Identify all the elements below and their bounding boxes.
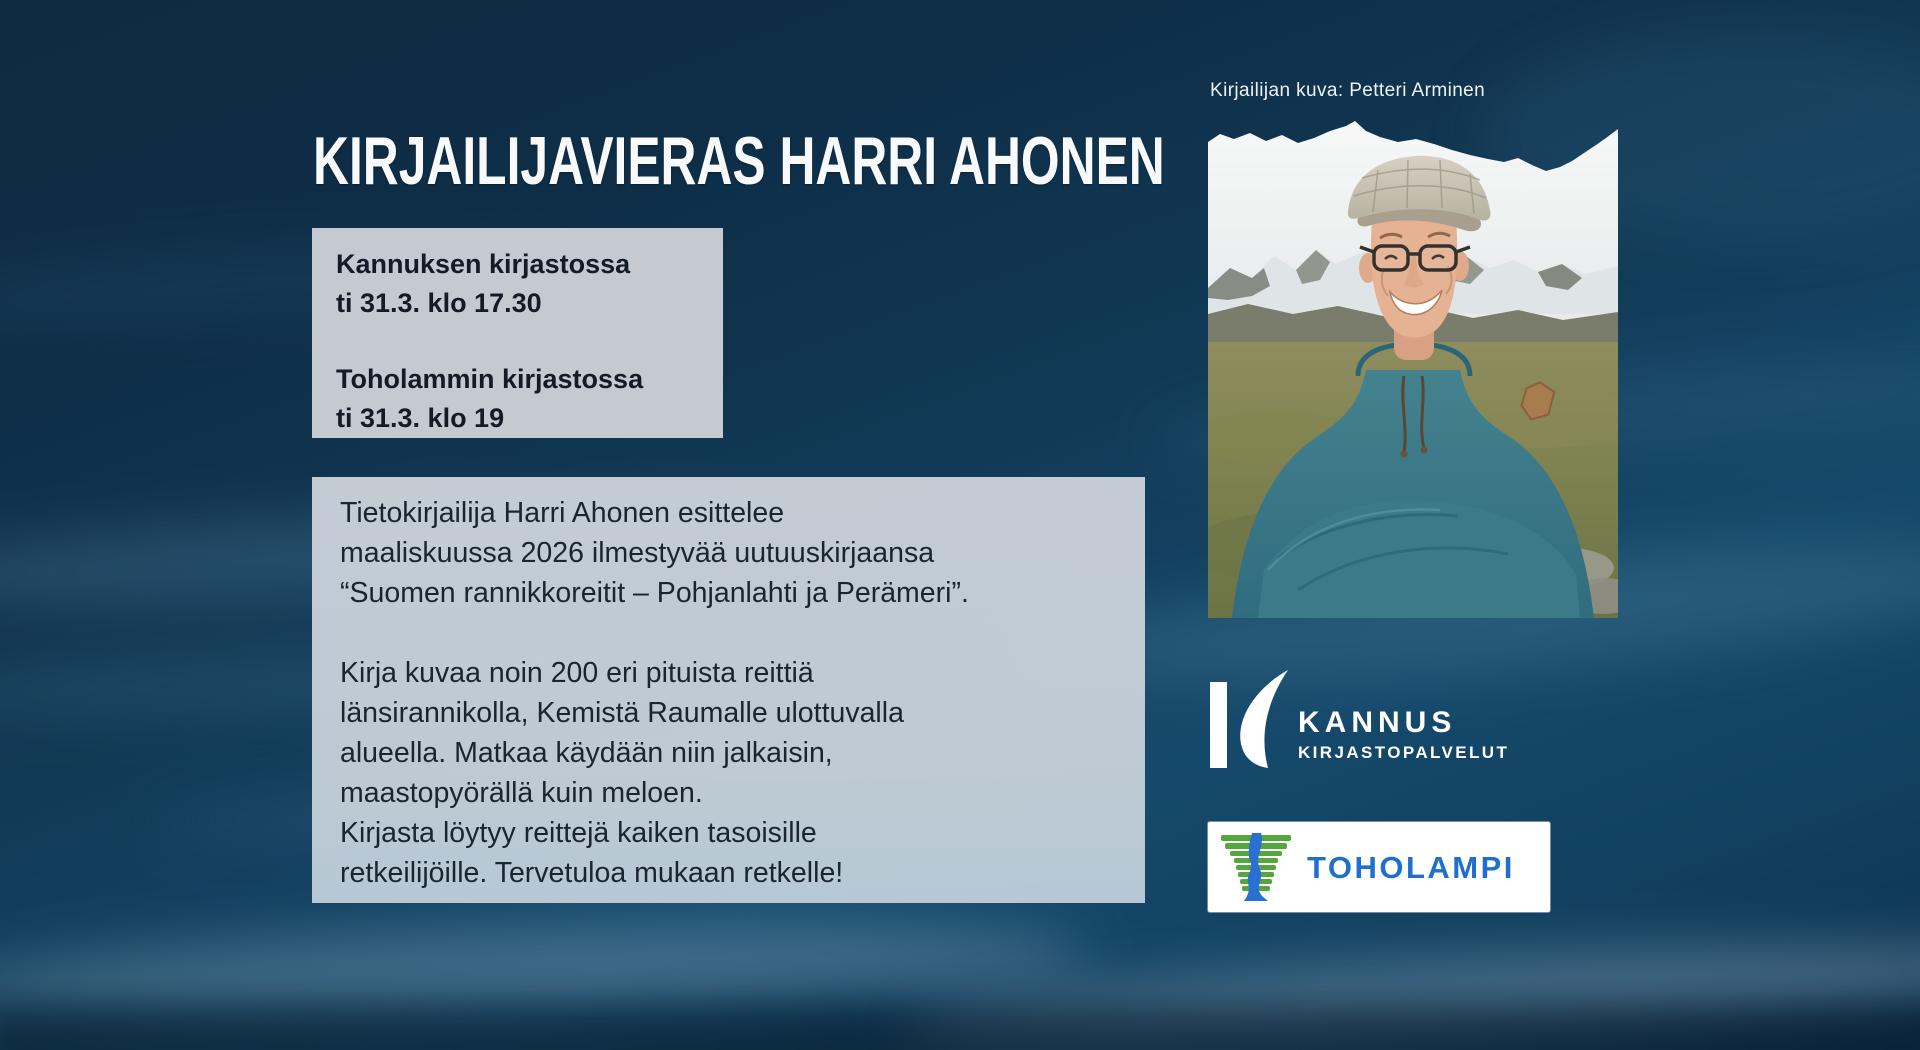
kannus-logo-title: KANNUS [1298,706,1457,739]
schedule-line: Toholammin kirjastossa [336,364,644,394]
photo-credit: Kirjailijan kuva: Petteri Arminen [1210,80,1486,101]
kannus-logo [1208,666,1548,776]
description-line: maastopyörällä kuin meloen. [340,777,703,809]
description-line: Kirjasta löytyy reittejä kaiken tasoisille [340,817,817,849]
description-line: “Suomen rannikkoreitit – Pohjanlahti ja Perämeri”. [340,577,969,609]
kannus-logo-subtitle: KIRJASTOPALVELUT [1298,743,1510,762]
spacer [340,613,1117,653]
wave-shadow-band [0,1004,1920,1050]
wave-streak [899,925,1920,1050]
wave-streak [0,905,1091,1037]
description-panel [312,477,1145,903]
schedule-line: ti 31.3. klo 19 [336,403,505,433]
schedule-line: ti 31.3. klo 17.30 [336,288,542,318]
description-line: retkeilijöille. Tervetuloa mukaan retkelle! [340,857,844,889]
toholampi-logo [1208,822,1550,912]
description-line: länsirannikolla, Kemistä Raumalle ulottuvalla [340,697,904,729]
description-line: maaliskuussa 2026 ilmestyvää uutuuskirjaansa [340,537,935,569]
page-title: KIRJAILIJAVIERAS HARRI AHONEN [313,123,1165,200]
schedule-panel [312,228,723,438]
author-portrait-photo [1208,118,1618,618]
spacer [336,323,699,360]
toholampi-logo-title: TOHOLAMPI [1307,850,1515,885]
description-line: Kirja kuvaa noin 200 eri pituista reittiä [340,657,814,689]
description-line: Tietokirjailija Harri Ahonen esittelee [340,497,785,529]
toholampi-emblem-icon [1220,833,1296,901]
description-line: alueella. Matkaa käydään niin jalkaisin, [340,737,833,769]
schedule-line: Kannuksen kirjastossa [336,249,631,279]
kannus-k-leaf-icon [1208,666,1294,776]
